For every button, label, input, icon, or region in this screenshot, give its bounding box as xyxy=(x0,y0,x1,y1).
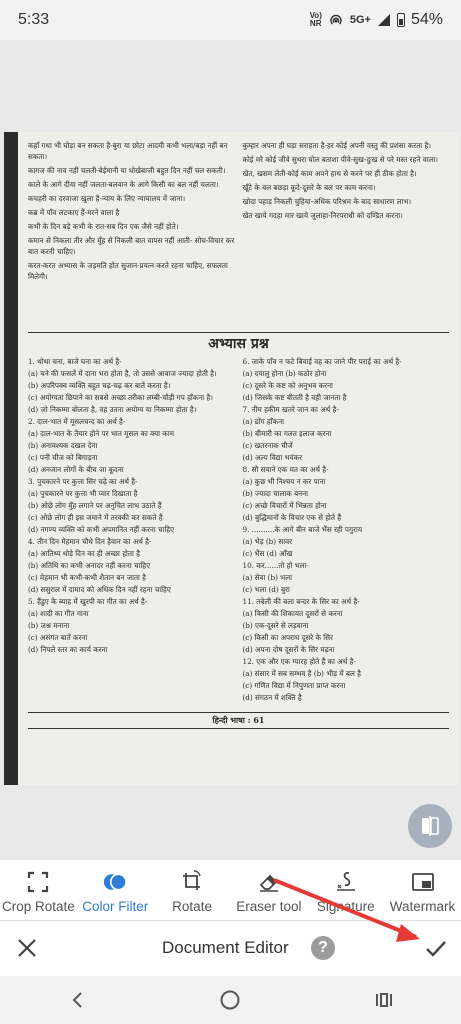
document-text-line: (c) मेहमान भी कभी-कभी शैतान बन जाता है xyxy=(28,573,147,582)
editor-bar xyxy=(0,920,461,976)
nav-home-button[interactable] xyxy=(215,985,245,1015)
back-chevron-icon xyxy=(70,991,84,1009)
document-text-line: (a) किसी की शिकायत दूसरों से करना xyxy=(242,609,343,618)
tool-label-eraser: Eraser tool xyxy=(236,899,302,914)
document-text-line: करत-करत अभ्यास के जड़मति होत सुजान-प्रयत्न करते रहना चाहिए, सफलता मिलेगी। xyxy=(28,261,228,281)
document-text-line: खेत खाये गदहा मार खाये जुलाहा-निरपराधी को दण्डित करना। xyxy=(242,211,403,220)
close-icon xyxy=(17,938,37,958)
document-text-line: (d) नगण्य व्यक्ति को कभी अपमानित नहीं करना चाहिए xyxy=(28,525,175,534)
document-text-line: (a) दाल-भात के तैयार होने पर भात मूसल का क्या काम xyxy=(28,429,174,438)
document-text-line: (d) अनजान लोगों के बीच जा कूदना xyxy=(28,465,124,474)
tool-watermark[interactable] xyxy=(384,870,461,914)
document-text-line: (d) अपना दोष दूसरों के सिर मढ़ना xyxy=(242,645,335,654)
signal-icon xyxy=(377,13,391,27)
nav-back-button[interactable] xyxy=(62,985,92,1015)
document-text-line: (a) सेवा (b) भला xyxy=(242,573,292,582)
hotspot-icon xyxy=(328,12,344,28)
volte-line1: Vo) xyxy=(309,11,322,20)
document-content xyxy=(18,132,459,785)
document-text-line: (a) भेड़ (b) सावर xyxy=(242,537,293,546)
document-text-line: कागज की नाव नहीं चलती-बेईमानी या धोखेबाजी बहुत दिन नहीं चल सकती। xyxy=(28,166,226,175)
document-text-line: (b) ओछे लोग मुँह लगाने पर अनुचित लाभ उठाते हैं xyxy=(28,501,162,510)
document-text-line: 2. दाल-भात में मूसलचन्द का अर्थ है- xyxy=(28,417,126,426)
tool-signature[interactable] xyxy=(307,870,384,914)
recents-icon xyxy=(374,991,394,1009)
document-text-line: (a) पुचकारने पर कुत्ता भी प्यार दिखाता है xyxy=(28,489,138,498)
document-text-line: (a) दयालु होना (b) कठोर होना xyxy=(242,369,327,378)
document-text-line: कचहरी का दरवाजा खुला है-न्याय के लिए न्यायालय में जाना। xyxy=(28,194,186,203)
document-text-line: 1. थोथा चना, बाजे घना का अर्थ है- xyxy=(28,357,122,366)
document-text-line: (b) एक-दूसरे से लड़वाना xyxy=(242,621,309,630)
document-text-line: (c) भैंस (d) आँख xyxy=(242,549,293,558)
document-text-line: 8. सौ सयाने एक मत का अर्थ है- xyxy=(242,465,329,474)
document-text-line: 3. पुचकारने पर कुत्ता सिर चढ़े का अर्थ है- xyxy=(28,477,138,486)
section-divider xyxy=(28,332,449,333)
eraser-icon xyxy=(257,870,281,894)
system-nav-bar xyxy=(0,976,461,1024)
document-text-line: (c) अच्छे विचारों में भिन्नता होना xyxy=(242,501,327,510)
document-text-line: (c) खतरनाक चीजें xyxy=(242,441,293,450)
confirm-button[interactable] xyxy=(422,935,450,963)
tool-label-rotate: Rotate xyxy=(172,899,212,914)
document-text-line: 11. तबेली की बला बन्दर के सिर का अर्थ है- xyxy=(242,597,360,606)
document-text-line: कोई मरे कोई जीवे सुथरा घोल बताशा पीवे-सुख-दुःख से परे मस्त रहने वाला। xyxy=(242,155,439,164)
help-icon[interactable]: ? xyxy=(311,936,335,960)
document-text-line: कभी के दिन बड़े कभी के रात-सब दिन एक जैसे नहीं होते। xyxy=(28,222,179,231)
tool-crop-rotate[interactable] xyxy=(0,870,77,914)
idioms-section xyxy=(28,140,449,330)
document-text-line: (c) किसी का अपराध दूसरे के सिर xyxy=(242,633,333,642)
document-text-line: (b) जश्न मनाना xyxy=(28,621,70,630)
document-text-line: (d) संगठन में शक्ति है xyxy=(242,693,302,702)
document-text-line: (d) निपले स्तर का कार्य करना xyxy=(28,645,108,654)
document-text-line: (d) बुद्धिमानों के विचार एक से होते हैं xyxy=(242,513,342,522)
document-text-line: (c) अयोग्यता छिपाने का सबसे अच्छा तरीका लम्बी-चौड़ी गप हाँकना है। xyxy=(28,393,213,402)
tool-label-signature: Signature xyxy=(316,899,375,914)
editor-title: Document Editor xyxy=(162,938,289,957)
document-text-line: (a) चने की फसलें में दाना भरा होता है, तो उससे आवाज ज्यादा होती है। xyxy=(28,369,217,378)
document-text-line: (b) अनावश्यक दखल देना xyxy=(28,441,98,450)
status-icons xyxy=(310,11,443,29)
volte-icon xyxy=(310,12,322,28)
document-text-line: कमान से निकला तीर और मुँह से निकली बात वापस नहीं आती- सोच-विचार कर बात करनी चाहिए। xyxy=(28,236,235,256)
document-text-line: 5. हैंडुए के ब्याह में खुरपी का गीत का अर्थ है- xyxy=(28,597,148,606)
document-preview-area xyxy=(0,40,461,860)
idioms-left-column xyxy=(28,140,235,330)
exercise-section xyxy=(28,356,449,704)
compare-button[interactable] xyxy=(408,804,452,848)
home-circle-icon xyxy=(219,989,241,1011)
tool-label-color-filter: Color Filter xyxy=(82,899,149,914)
status-bar xyxy=(0,0,461,40)
document-text-line: खोदा पहाड़ निकली चुहिया-अधिक परिश्रम के बाद साधारण लाभ। xyxy=(242,197,412,206)
exercise-title: अभ्यास प्रश्न xyxy=(208,336,269,352)
document-text-line: खेत, खसम लेती-कोई काम अपने हाथ से करने पर ही ठीक होता है। xyxy=(242,169,417,178)
battery-percent: 54% xyxy=(410,11,443,28)
signature-icon xyxy=(334,870,358,894)
tool-label-crop-rotate: Crop Rotate xyxy=(2,899,75,914)
document-text-line: 12. एक और एक ग्यारह होते हैं का अर्थ है- xyxy=(242,657,356,666)
document-text-line: कुम्हार अपना ही घड़ा सराहता है-हर कोई अपनी वस्तु की प्रशंसा करता है। xyxy=(242,141,431,150)
document-text-line: कहाँ गधा भी घोड़ा बन सकता है-बुरा या छोटा आदमी कभी भला/बड़ा नहीं बन सकता। xyxy=(28,141,228,161)
document-text-line: (b) बीमारी का गलत इलाज करना xyxy=(242,429,332,438)
document-text-line: (a) ढोंग हाँकना xyxy=(242,417,284,426)
crop-icon xyxy=(26,870,50,894)
network-type: 5G+ xyxy=(349,14,371,26)
document-text-line: (b) अपरिपक्व व्यक्ति बहुत चढ़-चढ़ कर बातें करता है। xyxy=(28,381,171,390)
document-text-line: (a) शादी का गीत गाना xyxy=(28,609,89,618)
document-text-line: (b) अतिथि का कभी अनादर नहीं करना चाहिए xyxy=(28,561,151,570)
document-text-line: (d) जिसके कष्ट बीतती है वही जानता है xyxy=(242,393,347,402)
nav-recents-button[interactable] xyxy=(369,985,399,1015)
check-icon xyxy=(425,940,447,958)
document-text-line: (a) कुछ भी निश्चय न कर पाना xyxy=(242,477,326,486)
document-text-line: (c) ओछे लोग ही इस जमाने में तरक्की कर सकते हैं xyxy=(28,513,163,522)
close-button[interactable] xyxy=(14,935,40,961)
document-text-line: (c) पनी चीज को बिगाड़ना xyxy=(28,453,98,462)
battery-icon xyxy=(397,13,405,27)
document-text-line: (c) दूसरे के कष्ट को अनुभव करना xyxy=(242,381,333,390)
status-time: 5:33 xyxy=(18,11,50,28)
exercise-left-column xyxy=(28,356,235,704)
tool-color-filter[interactable] xyxy=(77,870,154,914)
document-text-line: (c) असंगत बातें करना xyxy=(28,633,88,642)
document-text-line: (a) संसार में सब सम्भव है (b) भीड़ में बल है xyxy=(242,669,361,678)
document-text-line: (d) ससुराल में दामाद को अधिक दिन नहीं रहना चाहिए xyxy=(28,585,171,594)
document-text-line: 6. जाके पाँव न फटे बिवाई वह का जाने पीर पराई का अर्थ है- xyxy=(242,357,402,366)
tool-rotate[interactable] xyxy=(154,870,231,914)
document-text-line: 9. ..........के आगे बीन बाजे भैंस रही पगुराय xyxy=(242,525,362,534)
rotate-icon xyxy=(180,870,204,894)
tool-eraser[interactable] xyxy=(230,870,307,914)
page-number: हिन्दी भाषा : 61 xyxy=(28,712,449,729)
document-text-line: 10. कर......तो हो भला- xyxy=(242,561,309,570)
document-text-line: खूँटे के बल बछड़ा कूदे-दूसरे के बल पर काम करना। xyxy=(242,183,376,192)
document-text-line: कब्र में पाँव लटकाए हैं-मरने वाला है xyxy=(28,208,120,217)
document-page[interactable] xyxy=(4,132,459,785)
document-text-line: (d) जो निकम्मा बोलता है, वह उतना अयोग्य या निकम्मा होता है। xyxy=(28,405,197,414)
tool-label-watermark: Watermark xyxy=(389,899,456,914)
exercise-right-column xyxy=(243,356,450,704)
document-text-line: (c) भला (d) बुरा xyxy=(242,585,290,594)
volte-line2: NR xyxy=(309,19,322,28)
document-text-line: (b) ज्यादा चालाक बनना xyxy=(242,489,309,498)
document-text-line: (c) गणित विद्या में निपुणता प्राप्त करना xyxy=(242,681,346,690)
watermark-icon xyxy=(411,870,435,894)
document-text-line: (d) अल्प विद्या भयंकर xyxy=(242,453,303,462)
document-text-line: काले के आगे दीया नहीं जलता-बलवान के आगे किसी का बल नहीं चलता। xyxy=(28,180,219,189)
document-text-line: 7. नीम हकीम खतरे जान का अर्थ है- xyxy=(242,405,339,414)
tool-bar xyxy=(0,860,461,920)
color-filter-icon xyxy=(103,870,127,894)
document-text-line: (a) आतिथ्य थोड़े दिन का ही अच्छा होता है xyxy=(28,549,140,558)
document-text-line: 4. तीन दिन मेहमान चौथे दिन हैवान का अर्थ है- xyxy=(28,537,152,546)
idioms-right-column xyxy=(243,140,450,330)
compare-icon xyxy=(419,815,441,837)
